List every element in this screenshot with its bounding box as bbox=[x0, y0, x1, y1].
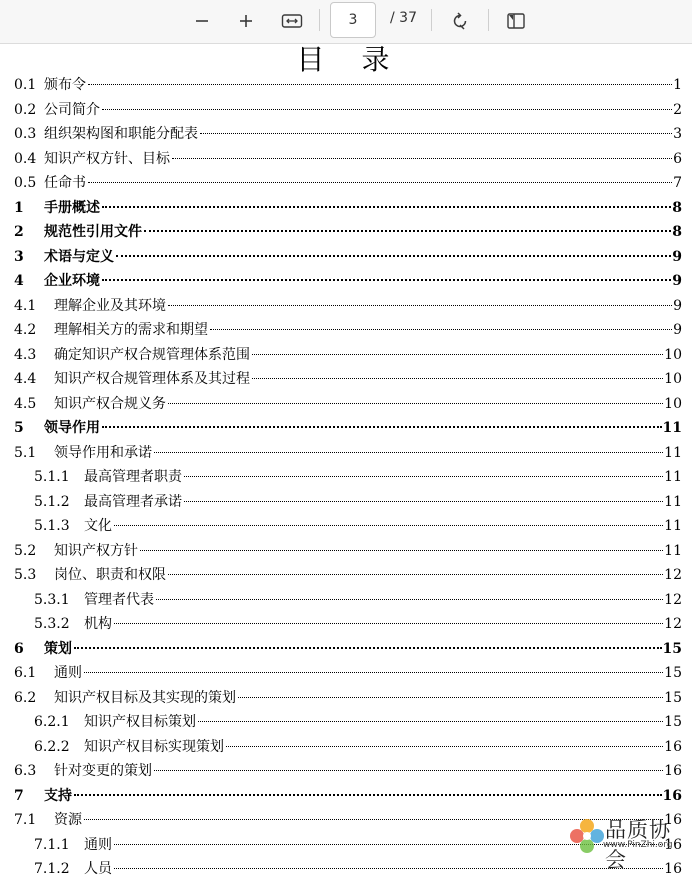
rotate-icon bbox=[450, 11, 470, 31]
plus-icon bbox=[238, 13, 254, 29]
toc-entry-title: 人员 bbox=[84, 861, 112, 877]
page-view-button[interactable] bbox=[500, 6, 532, 36]
toc-entry[interactable] bbox=[0, 196, 692, 220]
toc-entry-page: 3 bbox=[673, 126, 682, 142]
toc-entry[interactable] bbox=[0, 98, 692, 122]
toc-entry-title: 知识产权目标及其实现的策划 bbox=[54, 689, 236, 706]
toc-dot-leader bbox=[114, 524, 663, 526]
toc-entry-page: 16 bbox=[664, 861, 682, 877]
toc-entry[interactable] bbox=[0, 343, 692, 367]
toolbar-divider bbox=[431, 9, 432, 31]
toc-entry[interactable] bbox=[0, 759, 692, 783]
toc-entry-title: 企业环境 bbox=[44, 273, 100, 289]
toc-entry-page: 11 bbox=[664, 444, 682, 461]
toc-entry[interactable] bbox=[0, 735, 692, 759]
zoom-out-button[interactable] bbox=[186, 6, 218, 36]
toc-entry[interactable] bbox=[0, 220, 692, 244]
toc-dot-leader bbox=[102, 278, 671, 281]
toc-dot-leader bbox=[168, 573, 663, 575]
toc-dot-leader bbox=[172, 157, 672, 159]
toc-entry-title: 颁布令 bbox=[44, 77, 86, 93]
toc-entry-page: 15 bbox=[664, 665, 682, 681]
toc-entry-number: 4.3 bbox=[14, 346, 37, 363]
toc-dot-leader bbox=[226, 745, 663, 747]
watermark-url: www.PinZhi.org bbox=[603, 840, 673, 850]
toc-dot-leader bbox=[102, 205, 671, 208]
minus-icon bbox=[194, 13, 210, 29]
toc-dot-leader bbox=[168, 304, 672, 306]
toc-entry-title: 领导作用 bbox=[44, 420, 100, 436]
toc-entry-number: 5.1.3 bbox=[34, 518, 70, 534]
toc-dot-leader bbox=[114, 867, 663, 869]
toc-entry-number: 0.1 bbox=[14, 77, 37, 93]
toc-entry-number: 5 bbox=[14, 420, 24, 436]
toc-entry-title: 知识产权合规管理体系及其过程 bbox=[54, 371, 250, 387]
toc-entry-title: 术语与定义 bbox=[44, 248, 114, 265]
fit-width-button[interactable] bbox=[276, 6, 308, 36]
toc-entry-title: 知识产权合规义务 bbox=[54, 395, 166, 412]
toc-entry-title: 管理者代表 bbox=[84, 591, 154, 608]
toc-entry-page: 8 bbox=[672, 199, 682, 216]
zoom-in-button[interactable] bbox=[230, 6, 262, 36]
toc-entry-page: 10 bbox=[664, 395, 682, 412]
toc-entry-number: 5.1.1 bbox=[34, 469, 70, 485]
toc-entry[interactable] bbox=[0, 539, 692, 563]
toc-entry-title: 岗位、职责和权限 bbox=[54, 567, 166, 583]
toc-entry-number: 6.2 bbox=[14, 689, 37, 706]
toc-entry-title: 策划 bbox=[44, 640, 72, 657]
toc-dot-leader bbox=[168, 402, 663, 404]
toc-dot-leader bbox=[102, 108, 672, 110]
toc-entry-page: 15 bbox=[664, 689, 682, 706]
toc-entry-page: 9 bbox=[672, 273, 682, 289]
toc-entry[interactable] bbox=[0, 563, 692, 587]
toc-entry-title: 最高管理者承诺 bbox=[84, 493, 182, 510]
toolbar-divider bbox=[319, 9, 320, 31]
toc-entry[interactable] bbox=[0, 441, 692, 465]
toc-entry[interactable] bbox=[0, 857, 692, 881]
toc-entry-title: 知识产权方针 bbox=[54, 542, 138, 559]
toc-dot-leader bbox=[198, 720, 663, 722]
toc-entry[interactable] bbox=[0, 686, 692, 710]
toc-entry[interactable] bbox=[0, 637, 692, 661]
toc-entry[interactable] bbox=[0, 661, 692, 685]
toc-entry-number: 4.5 bbox=[14, 395, 37, 412]
toc-entry[interactable] bbox=[0, 245, 692, 269]
toc-entry-number: 6.2.1 bbox=[34, 714, 70, 730]
toc-entry-number: 5.2 bbox=[14, 542, 37, 559]
toc-entry[interactable] bbox=[0, 514, 692, 538]
toc-entry-number: 5.1.2 bbox=[34, 493, 70, 510]
toc-entry-title: 机构 bbox=[84, 616, 112, 632]
toc-entry-page: 11 bbox=[664, 518, 682, 534]
rotate-button[interactable] bbox=[444, 6, 476, 36]
toc-entry-page: 9 bbox=[673, 322, 682, 338]
toc-entry-number: 4.1 bbox=[14, 297, 37, 314]
watermark-title: 品质协会 bbox=[605, 818, 671, 872]
toc-entry-page: 9 bbox=[673, 297, 682, 314]
toc-entry-page: 12 bbox=[664, 616, 682, 632]
toc-entry-title: 支持 bbox=[44, 787, 72, 804]
toc-entry-page: 2 bbox=[673, 101, 682, 118]
toc-entry-number: 7.1 bbox=[14, 812, 37, 828]
toc-entry[interactable] bbox=[0, 612, 692, 636]
toc-entry[interactable] bbox=[0, 588, 692, 612]
toc-entry-title: 理解企业及其环境 bbox=[54, 297, 166, 314]
toc-dot-leader bbox=[102, 425, 662, 428]
toc-entry-number: 3 bbox=[14, 248, 24, 265]
toc-dot-leader bbox=[84, 671, 663, 673]
toc-entry[interactable] bbox=[0, 490, 692, 514]
toc-dot-leader bbox=[88, 83, 672, 85]
toc-entry-page: 12 bbox=[664, 591, 682, 608]
fit-width-icon bbox=[281, 13, 303, 29]
toc-entry-title: 最高管理者职责 bbox=[84, 469, 182, 485]
toc-dot-leader bbox=[88, 181, 672, 183]
toc-entry-page: 15 bbox=[664, 714, 682, 730]
toc-entry-title: 知识产权目标实现策划 bbox=[84, 738, 224, 755]
toc-entry-number: 2 bbox=[14, 224, 24, 240]
toc-dot-leader bbox=[114, 622, 663, 624]
toc-dot-leader bbox=[252, 353, 663, 355]
toc-entry-title: 通则 bbox=[54, 665, 82, 681]
toc-entry[interactable] bbox=[0, 73, 692, 97]
toc-dot-leader bbox=[238, 696, 663, 698]
toc-entry-number: 5.1 bbox=[14, 444, 37, 461]
toc-entry-title: 文化 bbox=[84, 518, 112, 534]
toc-dot-leader bbox=[200, 132, 672, 134]
toc-entry-number: 7.1.1 bbox=[34, 836, 70, 853]
toc-dot-leader bbox=[74, 646, 662, 649]
pdf-toolbar bbox=[0, 0, 692, 44]
toc-entry-page: 16 bbox=[664, 836, 682, 853]
toc-entry-number: 0.3 bbox=[14, 126, 37, 142]
toc-dot-leader bbox=[140, 549, 663, 551]
toc-entry-page: 16 bbox=[664, 738, 682, 755]
toc-entry-number: 0.2 bbox=[14, 101, 37, 118]
toc-entry-title: 公司简介 bbox=[44, 101, 100, 118]
toc-entry-number: 6 bbox=[14, 640, 24, 657]
toc-entry[interactable] bbox=[0, 318, 692, 342]
toc-entry-number: 7 bbox=[14, 787, 24, 804]
toc-entry-title: 任命书 bbox=[44, 175, 86, 191]
toc-entry-page: 11 bbox=[664, 542, 682, 559]
toc-entry-number: 5.3.1 bbox=[34, 591, 70, 608]
toc-entry-title: 手册概述 bbox=[44, 199, 100, 216]
toc-dot-leader bbox=[252, 377, 663, 379]
toc-entry-page: 11 bbox=[662, 420, 682, 436]
toc-entry-page: 15 bbox=[662, 640, 682, 657]
toc-entry-number: 6.2.2 bbox=[34, 738, 70, 755]
toc-entry-title: 确定知识产权合规管理体系范围 bbox=[54, 346, 250, 363]
toc-dot-leader bbox=[154, 769, 663, 771]
toc-entry[interactable] bbox=[0, 710, 692, 734]
toc-dot-leader bbox=[116, 254, 671, 257]
toc-entry-page: 16 bbox=[664, 812, 682, 828]
flower-logo-icon bbox=[567, 816, 607, 856]
toc-entry-number: 1 bbox=[14, 199, 24, 216]
toc-entry-title: 领导作用和承诺 bbox=[54, 444, 152, 461]
page-view-icon bbox=[506, 12, 526, 30]
toc-entry[interactable] bbox=[0, 367, 692, 391]
toc-entry-number: 7.1.2 bbox=[34, 861, 70, 877]
toc-entry[interactable] bbox=[0, 465, 692, 489]
toolbar-divider bbox=[488, 9, 489, 31]
toc-entry[interactable] bbox=[0, 392, 692, 416]
toc-entry-page: 10 bbox=[664, 371, 682, 387]
toc-entry-page: 16 bbox=[664, 763, 682, 779]
toc-entry-page: 16 bbox=[662, 787, 682, 804]
toc-entry-page: 1 bbox=[673, 77, 682, 93]
toc-entry-title: 知识产权方针、目标 bbox=[44, 150, 170, 167]
toc-title: 目 录 bbox=[296, 43, 404, 76]
toc-entry-title: 规范性引用文件 bbox=[44, 224, 142, 240]
toc-entry-page: 6 bbox=[673, 150, 682, 167]
toc-entry-page: 8 bbox=[672, 224, 682, 240]
toc-entry-number: 5.3 bbox=[14, 567, 37, 583]
toc-entry-page: 11 bbox=[664, 469, 682, 485]
toc-entry-page: 7 bbox=[673, 175, 682, 191]
toc-entry[interactable] bbox=[0, 416, 692, 440]
toc-dot-leader bbox=[184, 475, 663, 477]
toc-entry-number: 6.1 bbox=[14, 665, 37, 681]
toc-entry-title: 资源 bbox=[54, 812, 82, 828]
toc-entry-number: 5.3.2 bbox=[34, 616, 70, 632]
toc-dot-leader bbox=[156, 598, 663, 600]
toc-entry-number: 0.5 bbox=[14, 175, 37, 191]
toc-dot-leader bbox=[144, 229, 671, 232]
page-total: / 37 bbox=[390, 10, 417, 26]
toc-entry[interactable] bbox=[0, 171, 692, 195]
toc-entry-title: 知识产权目标策划 bbox=[84, 714, 196, 730]
toc-entry-page: 11 bbox=[664, 493, 682, 510]
toc-entry-title: 针对变更的策划 bbox=[54, 763, 152, 779]
toc-entry-number: 6.3 bbox=[14, 763, 37, 779]
page-number-input[interactable] bbox=[330, 2, 376, 38]
toc-entry[interactable] bbox=[0, 269, 692, 293]
toc-entry-page: 12 bbox=[664, 567, 682, 583]
toc-entry[interactable] bbox=[0, 147, 692, 171]
toc-dot-leader bbox=[74, 793, 662, 796]
toc-dot-leader bbox=[210, 328, 672, 330]
toc-entry-title: 通则 bbox=[84, 836, 112, 853]
toc-entry-number: 0.4 bbox=[14, 150, 37, 167]
toc-entry-number: 4.4 bbox=[14, 371, 37, 387]
toc-dot-leader bbox=[184, 500, 663, 502]
toc-dot-leader bbox=[154, 451, 663, 453]
toc-entry[interactable] bbox=[0, 122, 692, 146]
toc-entry-page: 10 bbox=[664, 346, 682, 363]
toc-entry-page: 9 bbox=[672, 248, 682, 265]
toc-entry[interactable] bbox=[0, 294, 692, 318]
toc-entry-number: 4 bbox=[14, 273, 24, 289]
toc-entry[interactable] bbox=[0, 784, 692, 808]
toc-entry-title: 组织架构图和职能分配表 bbox=[44, 126, 198, 142]
toc-entry-number: 4.2 bbox=[14, 322, 37, 338]
toc-entry-title: 理解相关方的需求和期望 bbox=[54, 322, 208, 338]
